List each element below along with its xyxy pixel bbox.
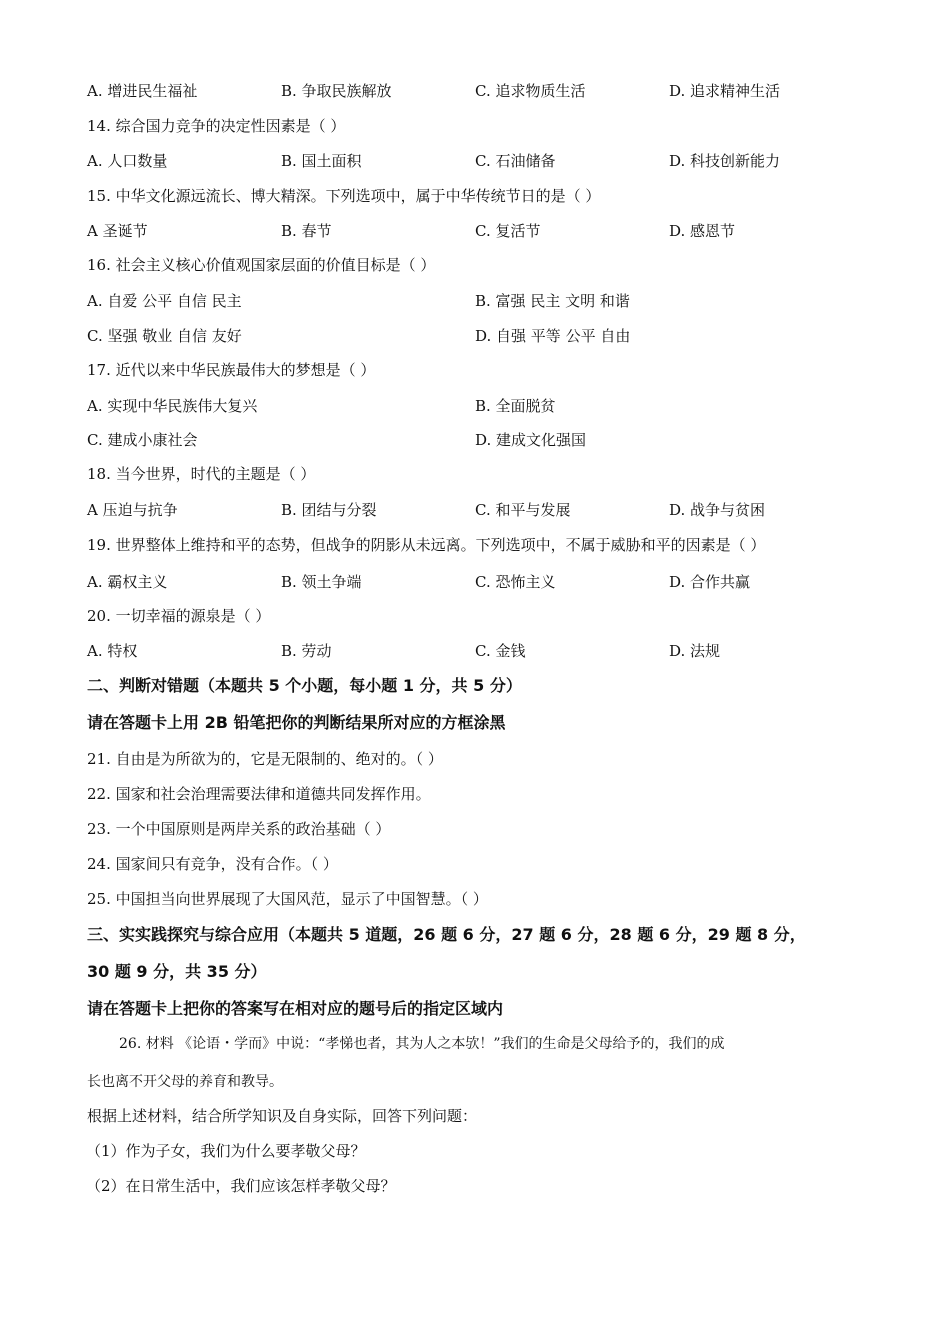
question-26-prompt: 根据上述材料，结合所学知识及自身实际，回答下列问题： — [87, 1107, 478, 1125]
section-2-title: 二、判断对错题（本题共 5 个小题，每小题 1 分，共 5 分） — [87, 676, 522, 695]
option-c: C. 建成小康社会 — [87, 431, 198, 449]
option-b: B. 全面脱贫 — [475, 397, 556, 415]
option-a: A. 增进民生福祉 — [87, 82, 198, 100]
option-a: A 压迫与抗争 — [87, 501, 178, 519]
option-d: D. 感恩节 — [669, 222, 736, 240]
option-b: B. 团结与分裂 — [281, 501, 377, 519]
question-18-stem: 18. 当今世界，时代的主题是（ ） — [87, 465, 316, 483]
option-c: C. 复活节 — [475, 222, 541, 240]
section-3-title: 三、实实践探究与综合应用（本题共 5 道题，26 题 6 分，27 题 6 分，28 题 6 分，29 题 8 分， — [87, 925, 806, 944]
option-c: C. 金钱 — [475, 642, 526, 660]
question-26-material-continued: 长也离不开父母的养育和教导。 — [87, 1074, 283, 1090]
option-d: D. 战争与贫困 — [669, 501, 766, 519]
true-false-question-24: 24. 国家间只有竞争，没有合作。（ ） — [87, 855, 338, 873]
option-b: B. 争取民族解放 — [281, 82, 392, 100]
question-26-sub-1: （1）作为子女，我们为什么要孝敬父母？ — [86, 1142, 366, 1160]
question-14-stem: 14. 综合国力竞争的决定性因素是（ ） — [87, 117, 346, 135]
option-a: A. 自爱 公平 自信 民主 — [87, 292, 242, 310]
option-d: D. 科技创新能力 — [669, 152, 781, 170]
option-a: A. 霸权主义 — [87, 573, 168, 591]
option-b: B. 领土争端 — [281, 573, 362, 591]
option-a: A. 实现中华民族伟大复兴 — [87, 397, 258, 415]
option-c: C. 坚强 敬业 自信 友好 — [87, 327, 242, 345]
option-b: B. 国土面积 — [281, 152, 362, 170]
section-2-instruction: 请在答题卡上用 2B 铅笔把你的判断结果所对应的方框涂黑 — [87, 713, 506, 732]
section-3-title-continued: 30 题 9 分，共 35 分） — [87, 962, 267, 981]
option-d: D. 建成文化强国 — [475, 431, 587, 449]
option-d: D. 法规 — [669, 642, 721, 660]
option-a: A. 特权 — [87, 642, 138, 660]
option-d: D. 合作共赢 — [669, 573, 751, 591]
option-c: C. 石油储备 — [475, 152, 556, 170]
true-false-question-21: 21. 自由是为所欲为的，它是无限制的、绝对的。（ ） — [87, 750, 443, 768]
question-16-stem: 16. 社会主义核心价值观国家层面的价值目标是（ ） — [87, 256, 436, 274]
true-false-question-23: 23. 一个中国原则是两岸关系的政治基础（ ） — [87, 820, 391, 838]
question-17-stem: 17. 近代以来中华民族最伟大的梦想是（ ） — [87, 361, 376, 379]
option-b: B. 春节 — [281, 222, 332, 240]
section-3-instruction: 请在答题卡上把你的答案写在相对应的题号后的指定区域内 — [87, 999, 504, 1018]
option-b: B. 劳动 — [281, 642, 332, 660]
option-c: C. 恐怖主义 — [475, 573, 556, 591]
option-b: B. 富强 民主 文明 和谐 — [475, 292, 630, 310]
question-26-material: 26. 材料 《论语・学而》中说：“孝悌也者，其为人之本欤！”我们的生命是父母给予的，我们的成 — [119, 1036, 725, 1052]
question-26-sub-2: （2）在日常生活中，我们应该怎样孝敬父母？ — [86, 1177, 396, 1195]
question-19-stem: 19. 世界整体上维持和平的态势，但战争的阴影从未远离。下列选项中，不属于威胁和平的因素是（ ） — [87, 536, 766, 554]
option-a: A 圣诞节 — [87, 222, 148, 240]
option-a: A. 人口数量 — [87, 152, 168, 170]
option-d: D. 自强 平等 公平 自由 — [475, 327, 631, 345]
option-d: D. 追求精神生活 — [669, 82, 781, 100]
true-false-question-22: 22. 国家和社会治理需要法律和道德共同发挥作用。 — [87, 785, 431, 803]
option-c: C. 和平与发展 — [475, 501, 571, 519]
true-false-question-25: 25. 中国担当向世界展现了大国风范，显示了中国智慧。（ ） — [87, 890, 488, 908]
option-c: C. 追求物质生活 — [475, 82, 586, 100]
question-15-stem: 15. 中华文化源远流长、博大精深。下列选项中，属于中华传统节日的是（ ） — [87, 187, 601, 205]
question-20-stem: 20. 一切幸福的源泉是（ ） — [87, 607, 271, 625]
